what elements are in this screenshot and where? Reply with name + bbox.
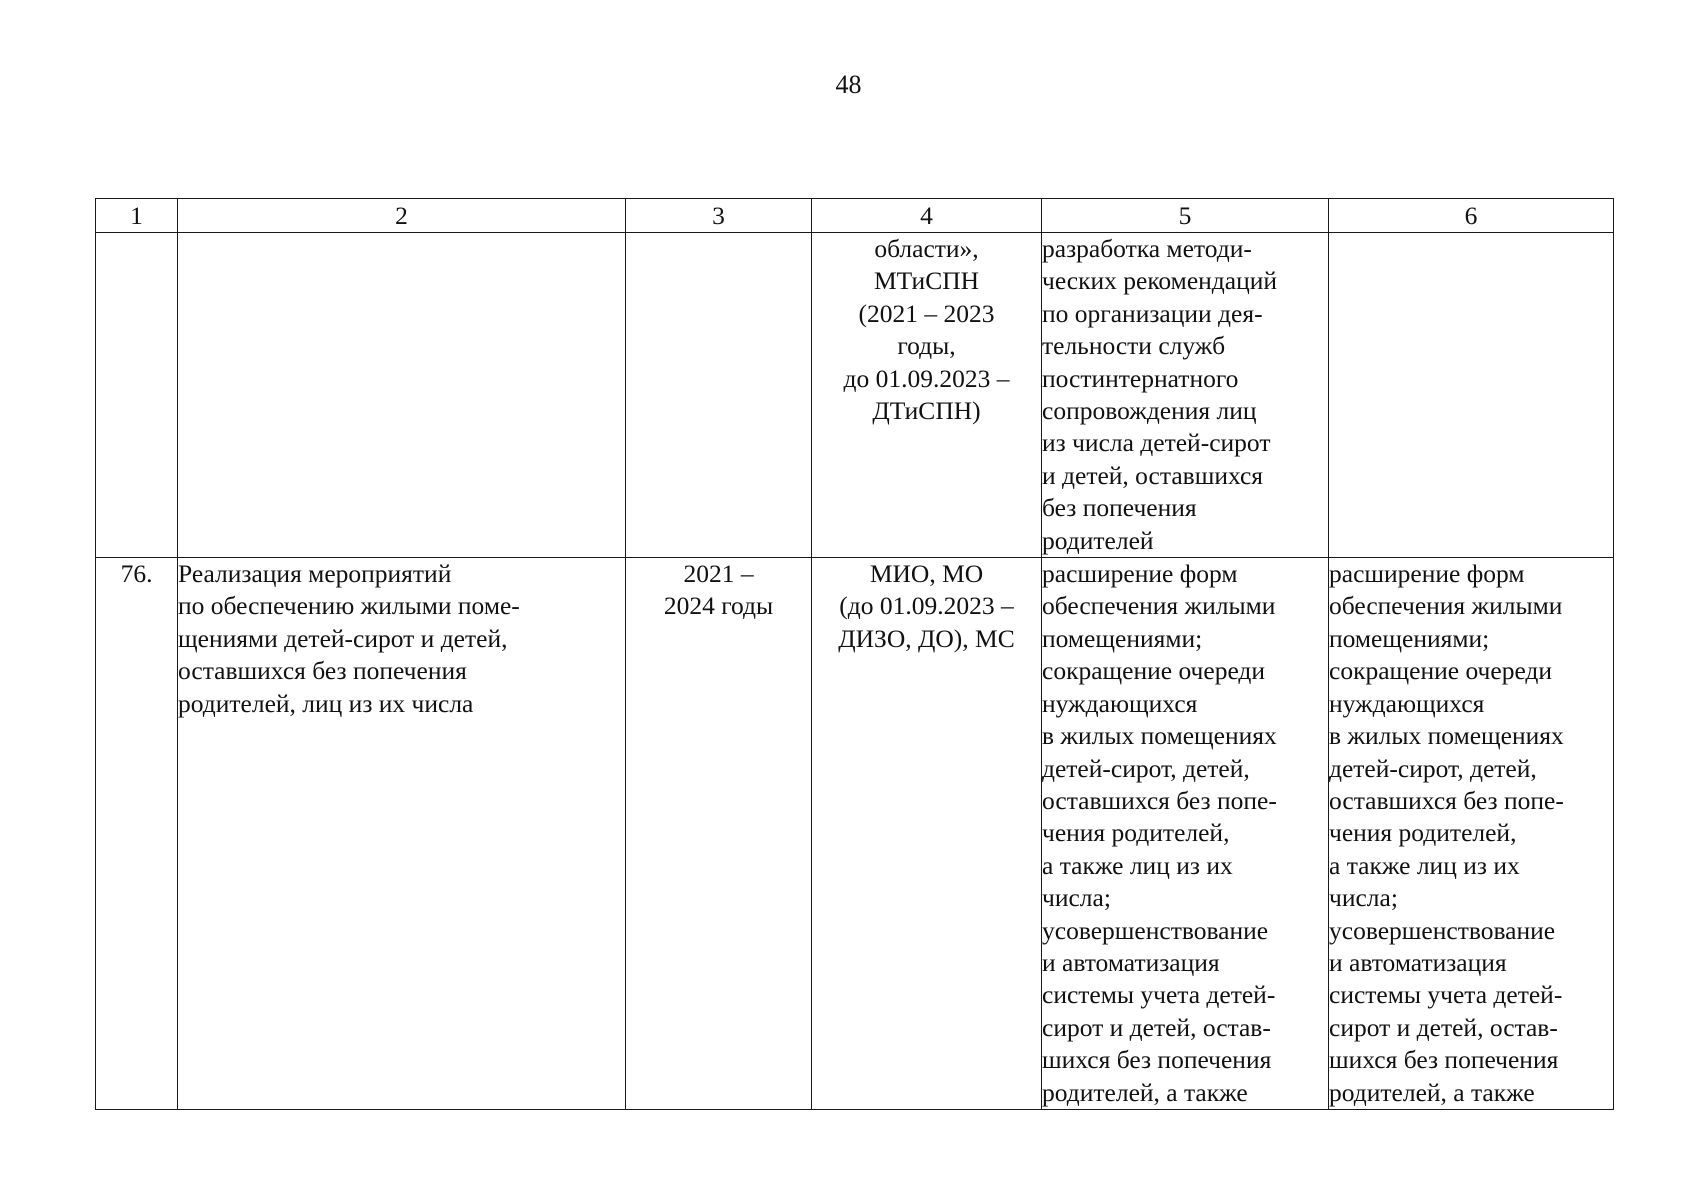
measures-table	[95, 198, 1614, 1110]
measure-cell	[178, 558, 626, 1110]
measure-cell	[178, 233, 626, 558]
column-header: 2	[178, 199, 626, 233]
period-cell	[626, 558, 812, 1110]
row-number-cell	[96, 233, 178, 558]
column-header: 4	[812, 199, 1042, 233]
result-cell	[1042, 558, 1329, 1110]
responsible-cell	[812, 558, 1042, 1110]
responsible-text: области», МТиСПН (2021 – 2023 годы, до 01.09.2023 – ДТиСПН)	[843, 234, 1010, 426]
result-text: расширение форм обеспечения жилыми помещениями; сокращение очереди нуждающихся в жилых помещениях детей-сирот, детей, оставшихся без попе- чения родителей, а также лиц из их числа; усовершенствование и автоматизация системы учета детей- сирот и детей, остав- шихся без попечения родителей, а также	[1042, 559, 1277, 1107]
responsible-text: МИО, МО (до 01.09.2023 – ДИЗО, ДО), МС	[838, 559, 1015, 653]
indicator-cell	[1329, 233, 1614, 558]
column-header: 5	[1042, 199, 1329, 233]
result-text: разработка методи- ческих рекомендаций по организации дея- тельности служб постинтернатного сопровождения лиц из числа детей-сирот и детей, оставшихся без попечения родителей	[1042, 234, 1278, 555]
measure-text: Реализация мероприятий по обеспечению жилыми поме- щениями детей-сирот и детей, оставшихся без попечения родителей, лиц из их числа	[178, 559, 520, 718]
result-cell	[1042, 233, 1329, 558]
responsible-cell	[812, 233, 1042, 558]
table-row	[96, 233, 1614, 558]
column-header: 1	[96, 199, 178, 233]
column-header: 3	[626, 199, 812, 233]
period-text: 2021 – 2024 годы	[663, 559, 774, 621]
page-number: 48	[835, 70, 862, 99]
period-cell	[626, 233, 812, 558]
table-row	[96, 558, 1614, 1110]
column-header: 6	[1329, 199, 1614, 233]
indicator-text: расширение форм обеспечения жилыми помещениями; сокращение очереди нуждающихся в жилых помещениях детей-сирот, детей, оставшихся без попе- чения родителей, а также лиц из их числа; усовершенствование и автоматизация системы учета детей- сирот и детей, остав- шихся без попечения родителей, а также	[1329, 559, 1564, 1107]
table-header-row	[96, 199, 1614, 233]
row-number-cell	[96, 558, 178, 1110]
indicator-cell	[1329, 558, 1614, 1110]
row-number: 76.	[120, 559, 153, 589]
